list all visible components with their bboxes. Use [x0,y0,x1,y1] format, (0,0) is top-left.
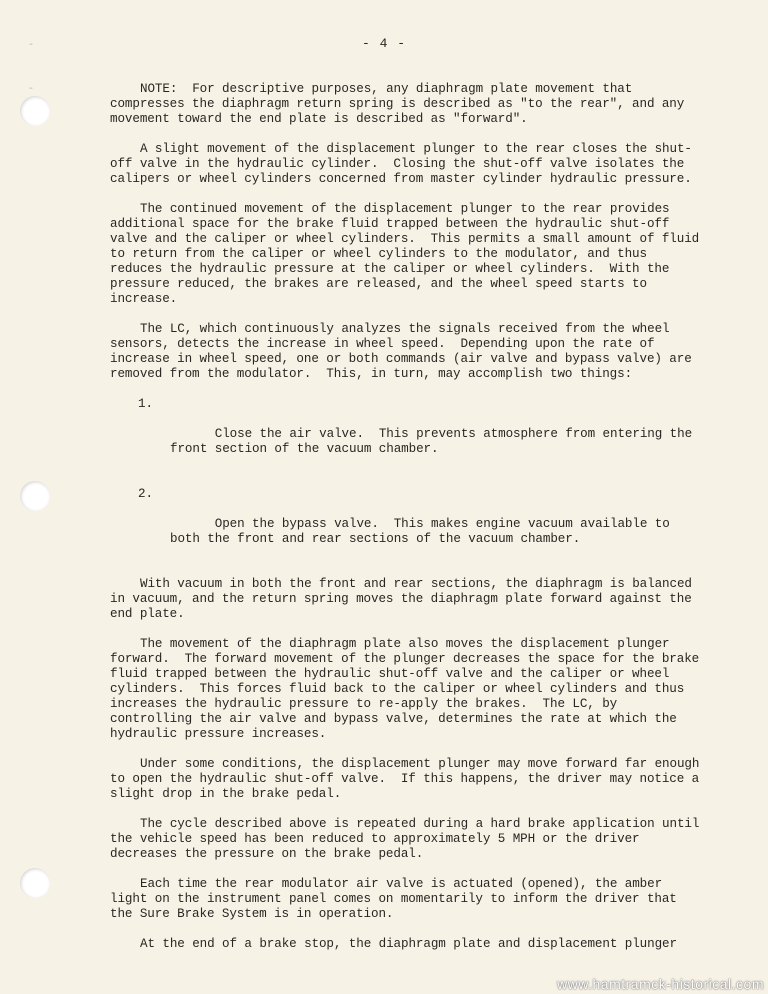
paragraph-5: The movement of the diaphragm plate also moves the displacement plunger forward. The forward movement of the plunger decreases the space for the brake fluid trapped between the hydraulic shut-off valve and the caliper or wheel cylinders. This forces fluid back to the caliper or wheel cylinders and thus increases the hydraulic pressure to re-apply the brakes. The LC, by controlling the air valve and bypass valve, determines the rate at which the hydraulic pressure increases. [110,637,707,741]
margin-mark: - [28,84,35,95]
paragraph-6: Under some conditions, the displacement plunger may move forward far enough to open the hydraulic shut-off valve. If this happens, the driver may notice a slight drop in the brake pedal. [110,757,707,801]
page-number: - 4 - [361,36,406,51]
list-number: 2. [138,487,153,501]
binder-hole-middle [20,481,50,511]
binder-hole-top [20,96,50,126]
list-text: Open the bypass valve. This makes engine vacuum available to both the front and rear sections of the vacuum chamber. [170,517,678,546]
list-text: Close the air valve. This prevents atmosphere from entering the front section of the vacuum chamber. [170,427,700,456]
watermark: www.hamtramck-historical.com [557,976,764,992]
list-item-2 [110,487,700,562]
paragraph-9: At the end of a brake stop, the diaphragm plate and displacement plunger [140,937,677,951]
paragraph-1: A slight movement of the displacement plunger to the rear closes the shut-off valve in the hydraulic cylinder. Closing the shut-off valve isolates the calipers or wheel cylinders concerned from master cylinder hydraulic pressure. [110,142,692,186]
note-paragraph: NOTE: For descriptive purposes, any diaphragm plate movement that compresses the diaphragm return spring is described as "to the rear", and any movement toward the end plate is described as "forward". [110,82,692,126]
binder-hole-bottom [20,868,50,898]
body-text [110,82,707,967]
paragraph-2: The continued movement of the displacement plunger to the rear provides additional space for the brake fluid trapped between the hydraulic shut-off valve and the caliper or wheel cylinders. This permits a small amount of fluid to return from the caliper or wheel cylinders to the modulator, and thus reduces the hydraulic pressure at the caliper or wheel cylinders. With the pressure reduced, the brakes are released, and the wheel speed starts to increase. [110,202,707,306]
paragraph-3: The LC, which continuously analyzes the signals received from the wheel sensors, detects the increase in wheel speed. Depending upon the rate of increase in wheel speed, one or both commands (air valve and bypass valve) are removed from the modulator. This, in turn, may accomplish two things: [110,322,700,381]
paragraph-4: With vacuum in both the front and rear sections, the diaphragm is balanced in vacuum, and the return spring moves the diaphragm plate forward against the end plate. [110,577,700,621]
paragraph-7: The cycle described above is repeated during a hard brake application until the vehicle speed has been reduced to approximately 5 MPH or the driver decreases the pressure on the brake pedal. [110,817,707,861]
paragraph-8: Each time the rear modulator air valve is actuated (opened), the amber light on the instrument panel comes on momentarily to inform the driver that the Sure Brake System is in operation. [110,877,685,921]
list-item-1 [110,397,700,472]
margin-mark: - [28,40,35,51]
list-number: 1. [138,397,153,411]
